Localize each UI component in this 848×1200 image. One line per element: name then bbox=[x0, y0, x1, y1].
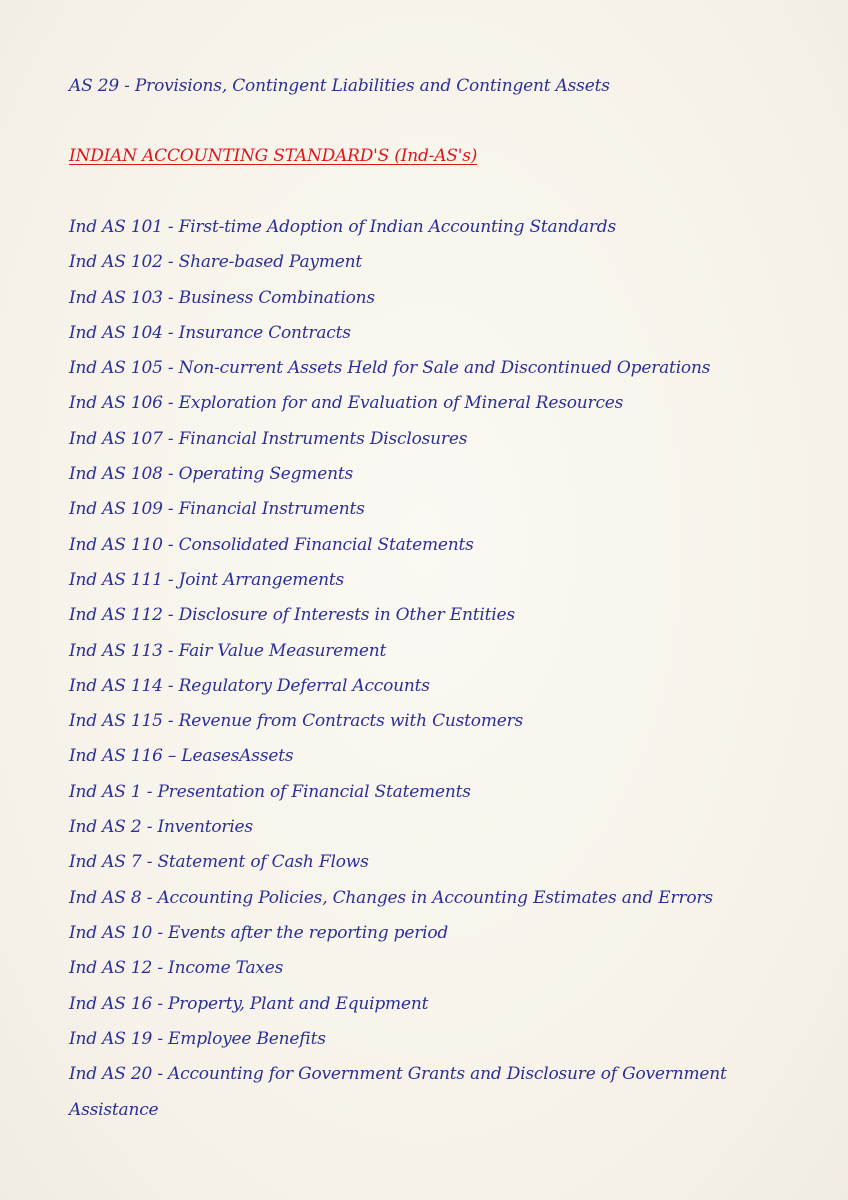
list-item: Ind AS 20 - Accounting for Government Grants and Disclosure of Government Assistance bbox=[69, 1064, 727, 1121]
list-item: Ind AS 101 - First-time Adoption of Indian Accounting Standards bbox=[69, 217, 616, 237]
list-item: Ind AS 115 - Revenue from Contracts with Customers bbox=[69, 711, 524, 732]
list-item: Ind AS 105 - Non-current Assets Held for Sale and Discontinued Operations bbox=[69, 358, 711, 379]
list-item: Ind AS 110 - Consolidated Financial Statements bbox=[69, 534, 474, 555]
list-item: Ind AS 7 - Statement of Cash Flows bbox=[69, 852, 369, 873]
section-heading: INDIAN ACCOUNTING STANDARD'S (Ind-AS's) bbox=[69, 146, 478, 166]
list-item: Ind AS 2 - Inventories bbox=[69, 817, 253, 838]
list-item: Ind AS 112 - Disclosure of Interests in Other Entities bbox=[69, 605, 515, 626]
list-item: Ind AS 19 - Employee Benefits bbox=[69, 1028, 326, 1049]
list-item: Ind AS 10 - Events after the reporting period bbox=[69, 922, 449, 943]
list-item: Ind AS 114 - Regulatory Deferral Accounts bbox=[69, 675, 430, 696]
list-item: Ind AS 106 - Exploration for and Evaluation of Mineral Resources bbox=[69, 393, 624, 414]
list-item: Ind AS 113 - Fair Value Measurement bbox=[69, 640, 387, 661]
list-item: Ind AS 104 - Insurance Contracts bbox=[69, 322, 351, 343]
list-item: Ind AS 116 – LeasesAssets bbox=[69, 746, 294, 767]
list-item: Ind AS 102 - Share-based Payment bbox=[69, 252, 363, 273]
list-item: Ind AS 8 - Accounting Policies, Changes in Accounting Estimates and Errors bbox=[69, 887, 713, 908]
list-item: Ind AS 107 - Financial Instruments Disclosures bbox=[69, 428, 468, 449]
list-item: Ind AS 1 - Presentation of Financial Statements bbox=[69, 781, 471, 802]
list-item: Ind AS 103 - Business Combinations bbox=[69, 287, 375, 308]
list-item: Ind AS 108 - Operating Segments bbox=[69, 464, 353, 485]
ind-as-list bbox=[69, 214, 779, 1128]
list-item: Ind AS 16 - Property, Plant and Equipment bbox=[69, 993, 429, 1014]
list-item: Ind AS 109 - Financial Instruments bbox=[69, 499, 365, 520]
intro-line: AS 29 - Provisions, Contingent Liabilities and Contingent Assets bbox=[69, 76, 610, 96]
list-item: Ind AS 111 - Joint Arrangements bbox=[69, 569, 344, 590]
list-item: Ind AS 12 - Income Taxes bbox=[69, 958, 284, 979]
